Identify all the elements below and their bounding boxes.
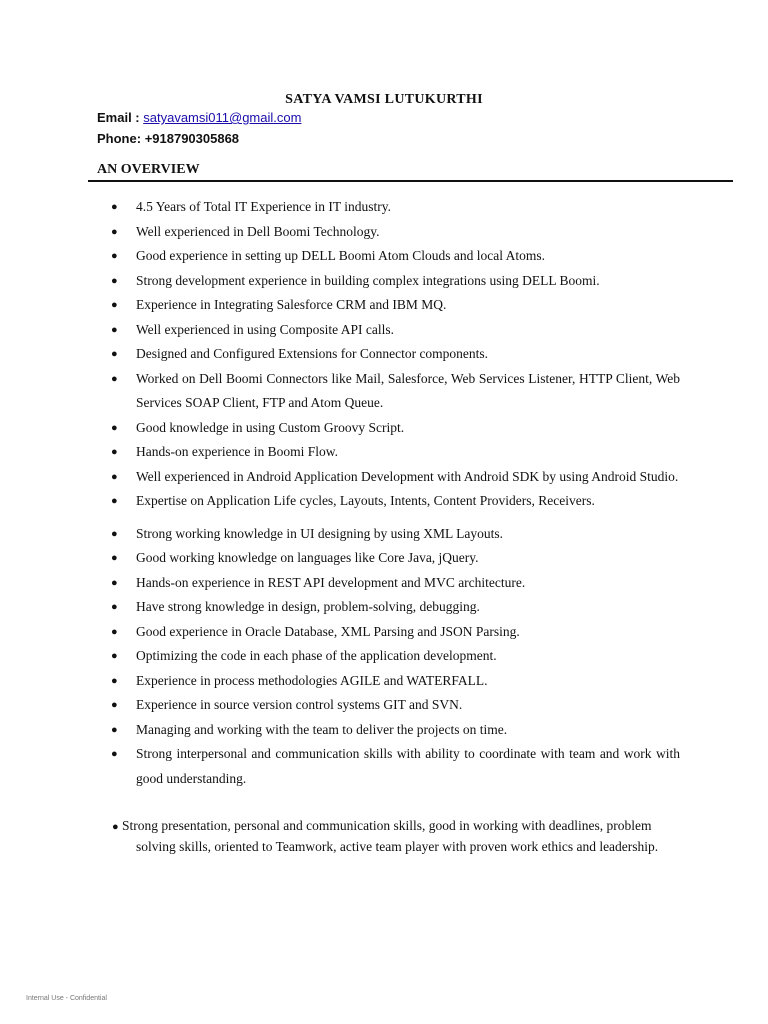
phone-label: Phone: [97, 131, 142, 146]
bullet-icon: ● [111, 748, 118, 760]
bullet-icon: ● [111, 650, 118, 662]
bullet-icon: ● [111, 225, 118, 238]
list-item: ● Good experience in setting up DELL Boomi Atom Clouds and local Atoms. [108, 244, 680, 269]
last-item-line-1: Strong presentation, personal and communication skills, good in working with deadlines, problem [122, 818, 652, 833]
bullet-icon: ● [111, 527, 118, 540]
bullet-icon: ● [111, 723, 118, 736]
list-item: ● Experience in Integrating Salesforce CRM and IBM MQ. [108, 293, 680, 318]
list-item: ● Well experienced in Dell Boomi Technology. [108, 220, 680, 245]
list-item: ● Have strong knowledge in design, problem-solving, debugging. [108, 595, 680, 620]
list-item: ● Worked on Dell Boomi Connectors like Mail, Salesforce, Web Services Listener, HTTP Client, Web Services SOAP Client, FTP and Atom Queue. [108, 367, 680, 416]
bullet-icon: ● [111, 470, 118, 483]
list-item: ● Strong working knowledge in UI designing by using XML Layouts. [108, 522, 680, 547]
bullet-icon: ● [111, 446, 118, 458]
resume-name: SATYA VAMSI LUTUKURTHI [285, 92, 483, 107]
list-item: ● Good working knowledge on languages like Core Java, jQuery. [108, 546, 680, 571]
bullet-icon: ● [111, 201, 118, 213]
list-item: ● Good knowledge in using Custom Groovy Script. [108, 416, 680, 441]
list-item: ● Managing and working with the team to deliver the projects on time. [108, 718, 680, 743]
section-divider [88, 180, 733, 182]
list-item: ● 4.5 Years of Total IT Experience in IT industry. [108, 195, 680, 220]
list-item: ● Experience in source version control systems GIT and SVN. [108, 693, 680, 718]
list-item: ● Experience in process methodologies AGILE and WATERFALL. [108, 669, 680, 694]
list-item: ● Designed and Configured Extensions for Connector components. [108, 342, 680, 367]
bullet-icon: ● [111, 495, 118, 507]
bullet-icon: ● [111, 421, 118, 434]
list-item: ● Hands-on experience in REST API development and MVC architecture. [108, 571, 680, 596]
bullet-icon: ● [111, 576, 118, 589]
last-item-line-2: solving skills, oriented to Teamwork, active team player with proven work ethics and leadership. [136, 839, 659, 854]
bullet-icon: ● [111, 699, 118, 711]
bullet-icon: ● [111, 299, 118, 311]
list-item: ● Well experienced in using Composite API calls. [108, 318, 680, 343]
phone-value: +918790305868 [144, 131, 240, 146]
bullet-icon: ● [111, 674, 118, 687]
list-item-last [112, 816, 684, 856]
list-item: ● Strong interpersonal and communication skills with ability to coordinate with team and work with good understanding. [108, 742, 680, 791]
bullet-icon: ● [112, 821, 119, 833]
list-item: ● Strong development experience in building complex integrations using DELL Boomi. [108, 269, 680, 294]
email-label: Email : [97, 110, 140, 125]
list-item: ● Good experience in Oracle Database, XML Parsing and JSON Parsing. [108, 620, 680, 645]
email-link[interactable]: satyavamsi011@gmail.com [143, 110, 302, 125]
bullet-icon: ● [111, 274, 118, 287]
list-item: ● Hands-on experience in Boomi Flow. [108, 440, 680, 465]
bullet-icon: ● [111, 250, 118, 262]
bullet-icon: ● [111, 348, 118, 360]
bullet-icon: ● [111, 625, 118, 638]
classification-footer: Internal Use - Confidential [26, 995, 107, 1002]
overview-list [108, 195, 680, 791]
bullet-icon: ● [111, 323, 118, 336]
overview-heading: AN OVERVIEW [97, 162, 200, 177]
list-item: ● Expertise on Application Life cycles, Layouts, Intents, Content Providers, Receivers. [108, 489, 680, 514]
list-item: ● Well experienced in Android Application Development with Android SDK by using Android Studio. [108, 465, 680, 490]
bullet-icon: ● [111, 601, 118, 613]
bullet-icon: ● [111, 552, 118, 564]
phone-row [97, 131, 239, 146]
bullet-icon: ● [111, 372, 118, 385]
list-item: ● Optimizing the code in each phase of the application development. [108, 644, 680, 669]
email-row [97, 110, 301, 125]
